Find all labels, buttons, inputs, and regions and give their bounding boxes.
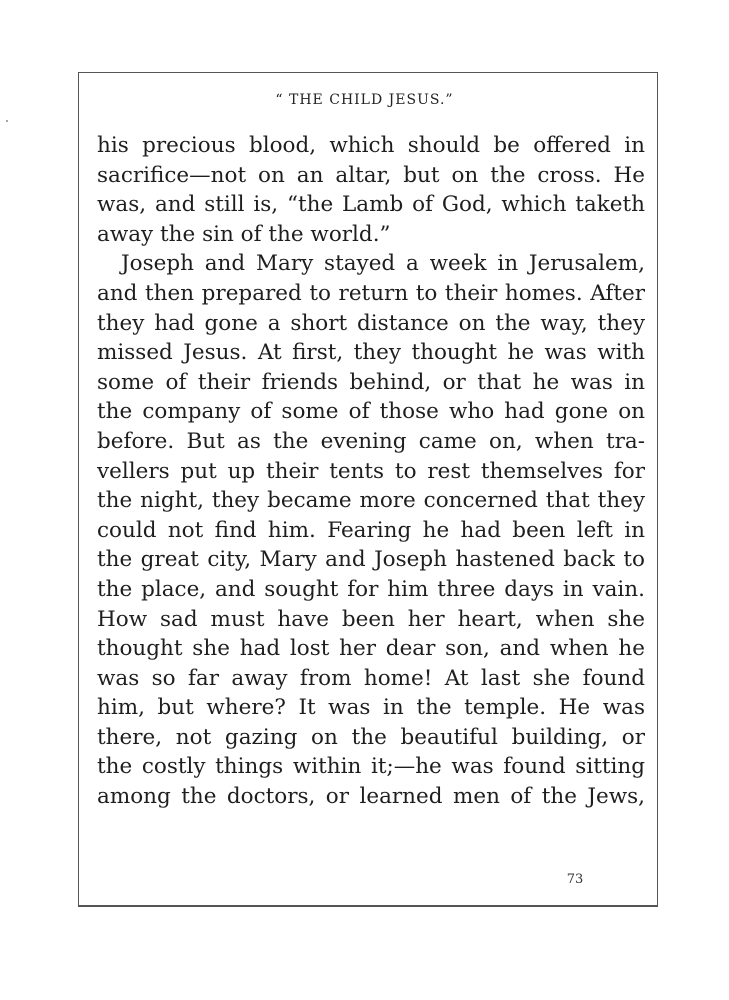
text-line: the place, and sought for him three days in vain. — [97, 576, 645, 602]
text-line: How sad must have been her heart, when she — [97, 606, 645, 632]
page-number: 73 — [566, 872, 584, 887]
running-header: “ THE CHILD JESUS.” — [275, 92, 454, 108]
text-line: vellers put up their tents to rest themselves for — [97, 458, 645, 484]
text-line: Joseph and Mary stayed a week in Jerusalem, — [121, 251, 645, 277]
text-line: they had gone a short distance on the way, they — [97, 310, 645, 336]
paper-speck — [6, 120, 8, 122]
text-line: thought she had lost her dear son, and when he — [97, 636, 645, 662]
text-line: sacrifice—not on an altar, but on the cross. He — [97, 162, 645, 188]
text-line: among the doctors, or learned men of the Jews, — [97, 784, 645, 810]
text-line: his precious blood, which should be offered in — [97, 133, 645, 158]
body-text — [97, 131, 645, 812]
text-line: him, but where? It was in the temple. He was — [97, 695, 645, 721]
text-line: the costly things within it;—he was found sitting — [97, 754, 645, 780]
text-line: the night, they became more concerned that they — [97, 488, 645, 514]
text-line: missed Jesus. At first, they thought he was with — [97, 340, 645, 366]
text-line: there, not gazing on the beautiful building, or — [97, 724, 645, 750]
text-line: before. But as the evening came on, when tra- — [97, 428, 645, 454]
text-line: some of their friends behind, or that he was in — [97, 369, 645, 395]
text-line: was, and still is, “the Lamb of God, which taketh — [97, 192, 645, 218]
text-line: away the sin of the world.” — [97, 221, 391, 247]
text-line: could not find him. Fearing he had been left in — [97, 517, 645, 543]
text-line: was so far away from home! At last she found — [97, 665, 645, 691]
text-line: the great city, Mary and Joseph hastened back to — [97, 547, 645, 573]
text-line: the company of some of those who had gone on — [97, 399, 645, 425]
text-line: and then prepared to return to their homes. After — [97, 280, 645, 306]
